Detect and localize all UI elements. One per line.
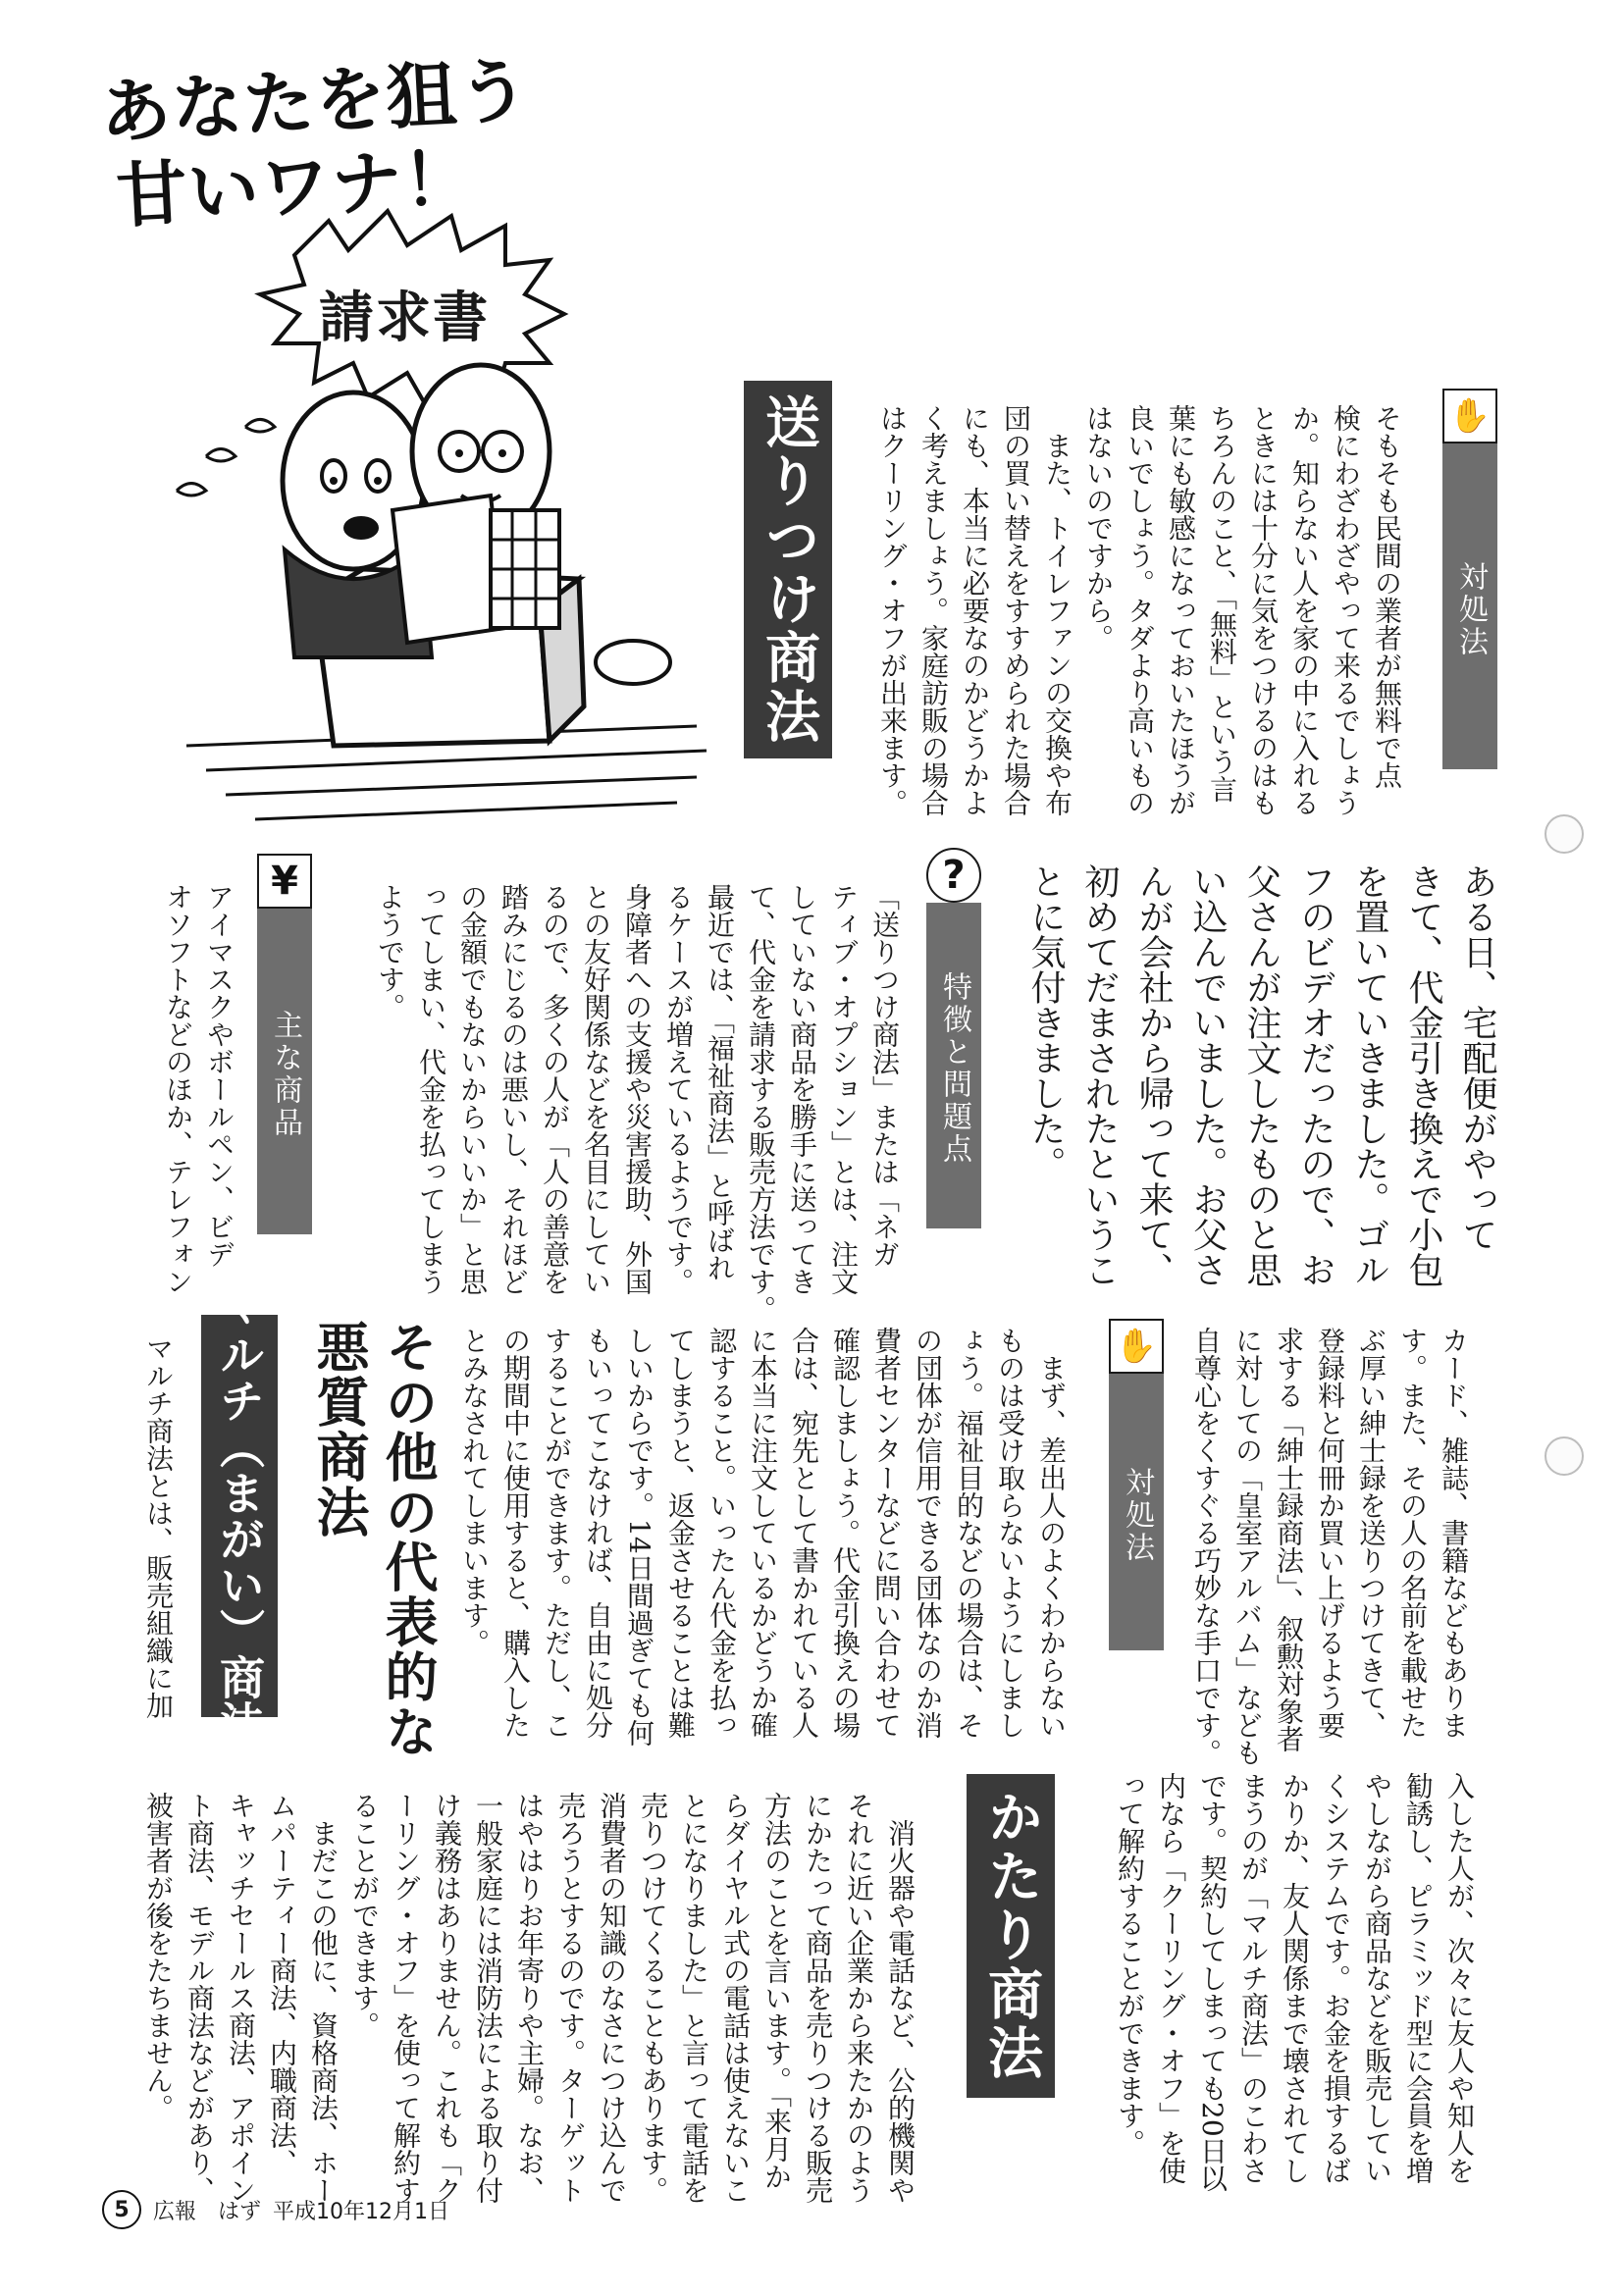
publication-name: 広報 はず: [153, 2199, 262, 2224]
tokucho-label: 特徴と問題点: [926, 903, 981, 1228]
taishoho-tab-1: [1442, 389, 1497, 761]
multi-first-line: マルチ商法とは、販売組織に加: [142, 1334, 175, 1719]
shohin-label: 主な商品: [257, 909, 312, 1234]
invoice-paper: [393, 496, 505, 643]
issue-date: 平成10年12月1日: [273, 2199, 450, 2224]
continued-text: カード、雑誌、書籍などもありま す。また、その人の名前を載せた ぶ厚い紳士録を送りつけてきて、 登録料と何冊か買い上げるよう要 求する「紳士録商法」、叙勲対象者 に対しての「皇室アルバム」なども 自尊心をくすぐる巧妙な手口です。: [1190, 1327, 1470, 1766]
headline-line-1: あなたを狙う: [98, 49, 532, 154]
punch-hole-bottom: [1544, 1436, 1584, 1476]
question-icon: ?: [926, 848, 981, 903]
multi-text: 入した人が、次々に友人や知人を 勧誘し、ピラミッド型に会員を増 やしながら商品などを販売してい くシステムです。お金を損するば かりか、友人関係まで壊されてし まうのが「マルチ商法」のこわさ です。契約してしまっても20日以 内なら「クーリング・オフ」を使 って解約することができます。: [1114, 1772, 1476, 2192]
taishoho-text-2: まず、差出人のよくわからない ものは受け取らないようにしまし ょう。福祉目的などの場合は、そ の団体が信用できる団体なのか消 費者センターなどに問い合わせて 確認しましょう。代金引換えの場 合は、宛先として書かれている人 に本当に注文しているかどうか確 認すること。いったん代金を払っ てしまうと、返金させることは難 しいからです。14日間過ぎても何 もいってこなければ、自由に処分 することができます。ただし、こ の期間中に使用すると、購入した とみなされてしまいます。: [458, 1327, 1068, 1747]
taishoho-label-1: 対処法: [1442, 444, 1497, 769]
other-schemes-heading: その他の代表的な 悪質商法: [308, 1320, 439, 1759]
cartoon-illustration: [167, 196, 716, 834]
page-footer: [102, 2190, 449, 2229]
section-title-multi: マルチ（まがい）商法: [201, 1315, 278, 1717]
taishoho-tab-2: [1109, 1319, 1164, 1643]
page-number: 5: [102, 2190, 141, 2229]
story-text: ある日、宅配便がやって きて、代金引き換えで小包 を置いていきました。ゴル フのビデオだったので、お 父さんが注文したものと思 い込んでいました。お父さ んが会社から帰って来て、 初めてだまされたというこ とに気付きました。: [1025, 863, 1497, 1287]
punch-hole-top: [1544, 814, 1584, 854]
hand-icon: ✋: [1442, 389, 1497, 444]
shohin-tab: [257, 854, 312, 1226]
section-title-okuritsuke: 送りつけ商法: [744, 381, 832, 758]
shohin-text: アイマスクやボールペン、ビデ オソフトなどのほか、テレフォン: [162, 883, 236, 1295]
taishoho-text-1: そもそも民間の業者が無料で点 検にわざわざやって来るでしょう か。知らない人を家の中に入れる ときには十分に気をつけるのはも ちろんのこと、「無料」という言 葉にも敏感になっておいたほうが 良いでしょう。タダより高いもの はないのですから。 また、トイレファンの交換や布 団の買い替えをすすめられた場合 にも、本当に必要なのかどうかよ く考えましょう。家庭訪販の場合 はクーリング・オフが出来ます。: [876, 404, 1403, 816]
section-title-katari: かたり商法: [967, 1774, 1055, 2098]
hand-icon: ✋: [1109, 1319, 1164, 1374]
tokucho-text: 「送りつけ商法」または「ネガ ティブ・オプション」とは、注文 していない商品を勝手に送ってき て、代金を請求する販売方法です。 最近では、「福祉商法」と呼ばれ るケースが増えているようです。 身障者への支援や災害援助、外国 との友好関係などを名目にしてい るので、多くの人が「人の善意を 踏みにじるのは悪いし、それほど の金額でもないからいいか」と思 ってしまい、代金を払ってしまう ようです。: [374, 883, 901, 1323]
yen-icon: ¥: [257, 854, 312, 909]
katari-text: 消火器や電話など、公的機関や それに近い企業から来たかのよう にかたって商品を売りつける販売 方法のことを言います。「来月か らダイヤル式の電話は使えないこ とになりました」と言って電話を 売りつけてくることもあります。 消費者の知識のなさにつけ込んで 売ろうとするのです。ターゲット はやはりお年寄りや主婦。なお、 一般家庭には消防法による取り付 け義務はありません。これも「ク ーリング・オフ」を使って解約す ることができます。 まだこの他に、資格商法、ホー ムパーティー商法、内職商法、 キャッチセールス商法、アポイン ト商法、モデル商法などがあり、 被害者が後をたちません。: [142, 1792, 916, 2204]
taishoho-label-2: 対処法: [1109, 1374, 1164, 1650]
invoice-label: 請求書: [319, 287, 490, 350]
headline-line-2: 甘いワナ！: [114, 136, 477, 238]
tokucho-tab: [926, 848, 981, 1221]
